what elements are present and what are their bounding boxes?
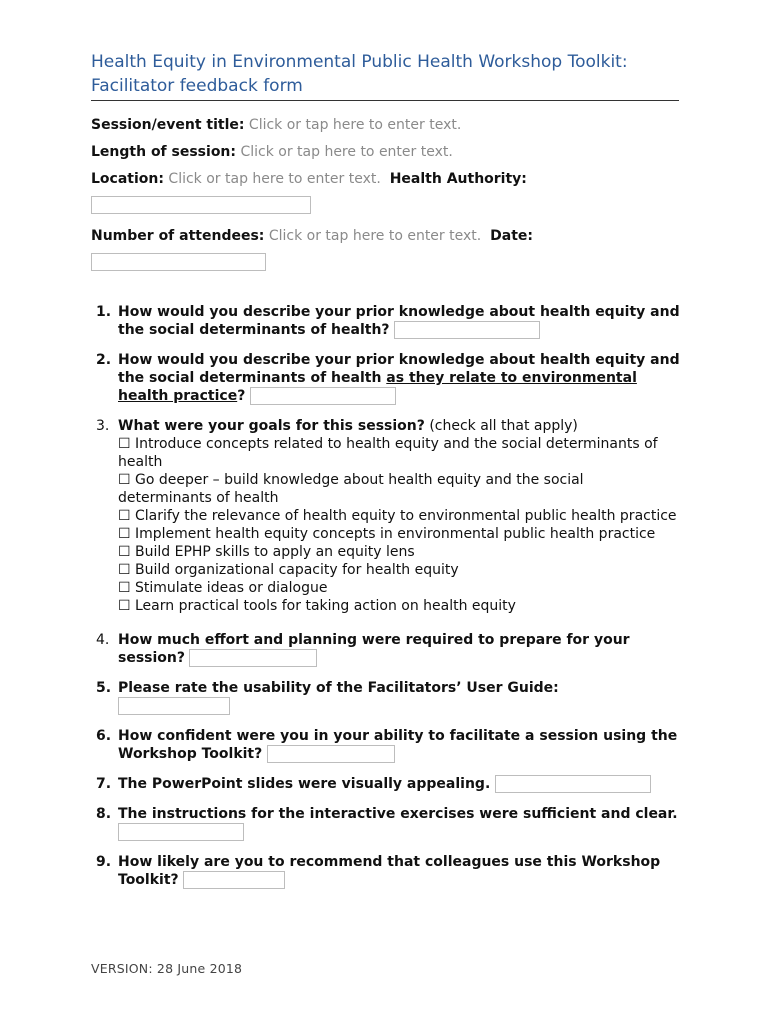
session-title-row	[91, 115, 681, 135]
answer-box[interactable]	[118, 823, 244, 841]
health-authority-row	[91, 196, 681, 216]
length-label: Length of session:	[91, 144, 236, 160]
question-number: 3.	[96, 418, 110, 434]
question-text: How confident were you in your ability to facilitate a session using the Workshop Toolkit?	[118, 728, 678, 762]
question-7	[91, 775, 681, 793]
answer-box[interactable]	[394, 321, 540, 339]
question-number: 1.	[96, 304, 112, 320]
goal-option[interactable]: ☐ Introduce concepts related to health equity and the social determinants of health	[118, 436, 658, 470]
location-label: Location:	[91, 171, 164, 187]
question-list	[91, 303, 681, 889]
goal-option[interactable]: ☐ Clarify the relevance of health equity to environmental public health practice	[118, 508, 677, 524]
session-title-label: Session/event title:	[91, 117, 245, 133]
answer-box[interactable]	[250, 387, 396, 405]
question-number: 6.	[96, 728, 112, 744]
attendees-label: Number of attendees:	[91, 228, 265, 244]
date-row	[91, 253, 681, 273]
length-input[interactable]: Click or tap here to enter text.	[240, 144, 453, 160]
location-row	[91, 169, 681, 189]
answer-box[interactable]	[118, 697, 230, 715]
length-row	[91, 142, 681, 162]
question-text: The instructions for the interactive exercises were sufficient and clear.	[118, 806, 678, 822]
question-number: 2.	[96, 352, 112, 368]
question-2	[91, 351, 681, 405]
header-fields	[91, 115, 681, 273]
document-page	[91, 50, 681, 889]
goal-option[interactable]: ☐ Implement health equity concepts in environmental public health practice	[118, 526, 656, 542]
question-text: How likely are you to recommend that colleagues use this Workshop Toolkit?	[118, 854, 661, 888]
question-3	[91, 417, 681, 615]
question-9	[91, 853, 681, 889]
question-number: 9.	[96, 854, 112, 870]
goal-option[interactable]: ☐ Stimulate ideas or dialogue	[118, 580, 328, 596]
answer-box[interactable]	[189, 649, 317, 667]
question-text-end: ?	[237, 388, 246, 404]
health-authority-input[interactable]	[91, 196, 311, 214]
goal-option[interactable]: ☐ Go deeper – build knowledge about health equity and the social determinants of health	[118, 472, 584, 506]
goal-option[interactable]: ☐ Build organizational capacity for health equity	[118, 562, 459, 578]
question-5	[91, 679, 681, 715]
question-8	[91, 805, 681, 841]
question-text: How much effort and planning were required to prepare for your session?	[118, 632, 630, 666]
page-title: Health Equity in Environmental Public Health Workshop Toolkit: Facilitator feedback form	[91, 50, 679, 101]
question-text: The PowerPoint slides were visually appealing.	[118, 776, 491, 792]
date-label: Date:	[490, 228, 533, 244]
answer-box[interactable]	[495, 775, 651, 793]
goal-option[interactable]: ☐ Learn practical tools for taking action on health equity	[118, 598, 516, 614]
answer-box[interactable]	[183, 871, 285, 889]
attendees-input[interactable]: Click or tap here to enter text.	[268, 228, 482, 244]
location-input[interactable]: Click or tap here to enter text.	[168, 171, 381, 187]
question-note: (check all that apply)	[429, 418, 578, 434]
session-title-input[interactable]: Click or tap here to enter text.	[248, 117, 462, 133]
date-input[interactable]	[91, 253, 266, 271]
goal-option[interactable]: ☐ Build EPHP skills to apply an equity lens	[118, 544, 415, 560]
question-number: 8.	[96, 806, 112, 822]
question-6	[91, 727, 681, 763]
health-authority-label: Health Authority:	[389, 171, 527, 187]
question-text: How would you describe your prior knowledge about health equity and the social determinants of health	[118, 352, 680, 386]
question-text: What were your goals for this session?	[118, 418, 425, 434]
question-number: 5.	[96, 680, 112, 696]
question-number: 4.	[96, 632, 110, 648]
question-text: Please rate the usability of the Facilitators’ User Guide:	[118, 680, 559, 696]
attendees-row	[91, 226, 681, 246]
version-footer: VERSION: 28 June 2018	[91, 961, 243, 976]
answer-box[interactable]	[267, 745, 395, 763]
question-4	[91, 631, 681, 667]
question-text: How would you describe your prior knowledge about health equity and the social determinants of health?	[118, 304, 680, 338]
question-text-underlined: as they relate to environmental health practice	[118, 370, 637, 404]
question-1	[91, 303, 681, 339]
question-number: 7.	[96, 776, 112, 792]
